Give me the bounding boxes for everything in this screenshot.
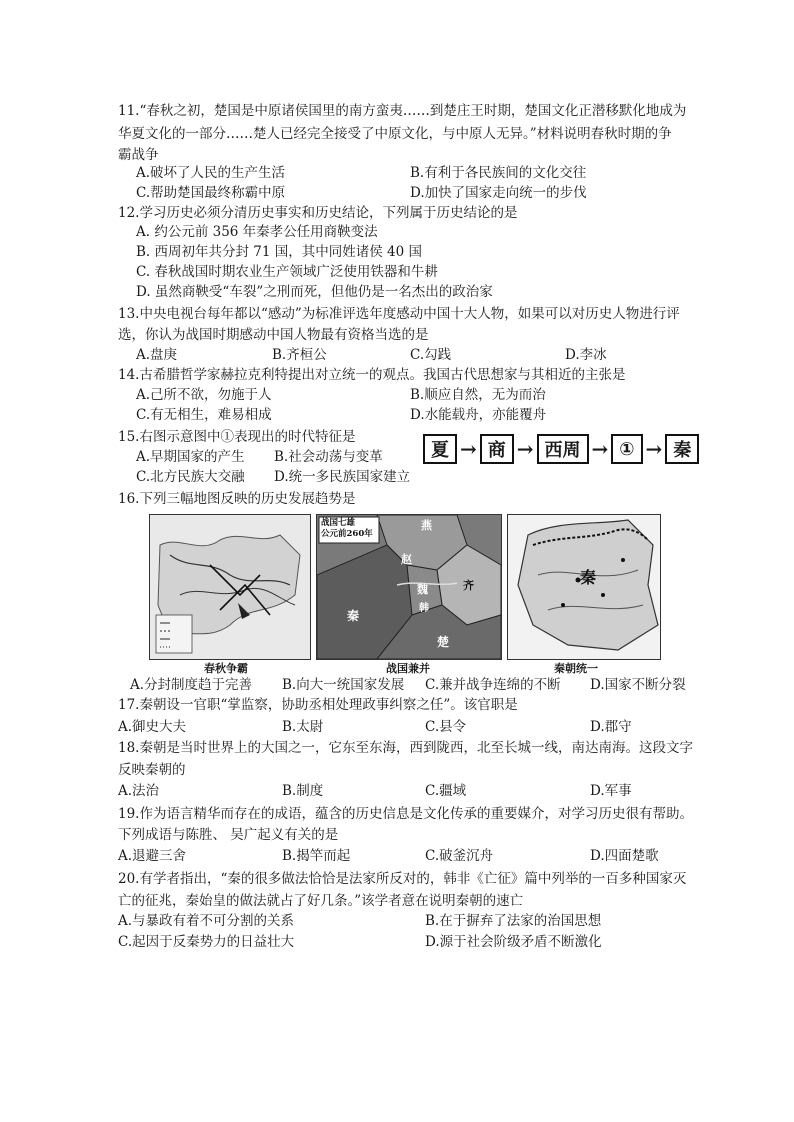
q19-stem-line1: 19.作为语言精华而存在的成语，蕴含的历史信息是文化传承的重要媒介，对学习历史很有帮助。 — [118, 806, 693, 822]
q11-stem-line3: 霸战争 — [118, 147, 159, 163]
q19-option-d[interactable]: D.四面楚歌 — [590, 848, 659, 864]
map-label-qin-empire: 秦 — [580, 568, 597, 587]
flow-box-western-zhou: 西周 — [537, 434, 589, 464]
map-label-zhao: 赵 — [401, 553, 412, 566]
q18-option-b[interactable]: B.制度 — [282, 783, 324, 799]
q20-option-b[interactable]: B.在于摒弃了法家的治国思想 — [425, 913, 602, 929]
q18-stem-line1: 18.秦朝是当时世界上的大国之一，它东至东海，西到陇西，北至长城一线，南达南海。这段文字 — [118, 740, 693, 756]
q20-option-a[interactable]: A.与暴政有着不可分割的关系 — [118, 913, 295, 929]
q16-option-b[interactable]: B.向大一统国家发展 — [282, 677, 405, 693]
right-arrow-icon: → — [645, 437, 663, 461]
q16-option-c[interactable]: C.兼并战争连绵的不断 — [425, 677, 561, 693]
map-spring-autumn — [149, 514, 311, 660]
q13-option-d[interactable]: D.李冰 — [565, 347, 607, 363]
q13-stem-line2: 选，你认为战国时期感动中国人物最有资格当选的是 — [118, 327, 429, 343]
flow-box-circled-one: ① — [611, 434, 642, 464]
q14-option-d[interactable]: D.水能载舟，亦能覆舟 — [410, 407, 547, 423]
right-arrow-icon: → — [460, 437, 477, 461]
q11-option-c[interactable]: C.帮助楚国最终称霸中原 — [136, 185, 286, 201]
q11-stem-line1: 11.“春秋之初，楚国是中原诸侯国里的南方蛮夷……到楚庄王时期，楚国文化正潜移默化地成为 — [118, 103, 687, 119]
q17-option-d[interactable]: D.郡守 — [590, 719, 632, 735]
q17-option-a[interactable]: A.御史大夫 — [118, 719, 187, 735]
flow-box-xia: 夏 — [423, 434, 457, 464]
q19-option-b[interactable]: B.揭竿而起 — [282, 848, 351, 864]
q15-stem: 15.右图示意图中①表现出的时代特征是 — [118, 429, 356, 445]
flow-box-shang: 商 — [480, 434, 514, 464]
q12-option-c[interactable]: C. 春秋战国时期农业生产领域广泛使用铁器和牛耕 — [136, 264, 438, 280]
right-arrow-icon: → — [516, 437, 534, 461]
q17-option-c[interactable]: C.县令 — [425, 719, 467, 735]
map-label-chu: 楚 — [437, 635, 450, 649]
q18-option-a[interactable]: A.法治 — [118, 783, 160, 799]
map-caption-spring-autumn: 春秋争霸 — [204, 662, 248, 675]
q11-option-b[interactable]: B.有利于各民族间的文化交往 — [410, 165, 587, 181]
q15-option-d[interactable]: D.统一多民族国家建立 — [274, 469, 411, 485]
q14-option-c[interactable]: C.有无相生，难易相成 — [136, 407, 272, 423]
q17-option-b[interactable]: B.太尉 — [282, 719, 324, 735]
map-spring-autumn-graphic — [150, 515, 310, 659]
map-qin-unification — [507, 514, 661, 660]
map-label-yan: 燕 — [421, 519, 432, 532]
q14-stem: 14.古希腊哲学家赫拉克利特提出对立统一的观点。我国古代思想家与其相近的主张是 — [118, 367, 626, 383]
q20-stem-line2: 亡的征兆，秦始皇的做法就占了好几条。”该学者意在说明秦朝的速亡 — [118, 893, 524, 909]
map-label-wei: 魏 — [417, 583, 428, 596]
q11-stem-line2: 华夏文化的一部分……楚人已经完全接受了中原文化，与中原人无异。”材料说明春秋时期的争 — [118, 126, 672, 142]
flow-box-qin: 秦 — [665, 434, 699, 464]
map-caption-warring-states: 战国兼并 — [386, 662, 430, 675]
q19-option-c[interactable]: C.破釜沉舟 — [425, 848, 494, 864]
q16-stem: 16.下列三幅地图反映的历史发展趋势是 — [118, 491, 356, 507]
map-label-qi: 齐 — [463, 579, 474, 592]
q16-option-d[interactable]: D.国家不断分裂 — [590, 677, 686, 693]
map-label-qin: 秦 — [347, 609, 360, 623]
map-caption-qin: 秦朝统一 — [554, 662, 598, 675]
map-label-han: 韩 — [419, 603, 429, 614]
q18-stem-line2: 反映秦朝的 — [118, 762, 186, 778]
right-arrow-icon: → — [591, 437, 609, 461]
q20-stem-line1: 20.有学者指出，“秦的很多做法恰恰是法家所反对的，韩非《亡征》篇中列举的一百多种国家灭 — [118, 871, 687, 887]
q12-option-a[interactable]: A. 约公元前 356 年秦孝公任用商鞅变法 — [136, 224, 378, 240]
q16-option-a[interactable]: A.分封制度趋于完善 — [130, 677, 253, 693]
q13-stem-line1: 13.中央电视台每年都以“感动”为标准评选年度感动中国十大人物，如果可以对历史人物进行评 — [118, 306, 680, 322]
map-warring-states-label: 战国七雄 公元前260年 — [321, 518, 373, 539]
q15-option-a[interactable]: A.早期国家的产生 — [136, 449, 245, 465]
q15-option-c[interactable]: C.北方民族大交融 — [136, 469, 245, 485]
q14-option-b[interactable]: B.顺应自然，无为而治 — [410, 387, 546, 403]
q19-stem-line2: 下列成语与陈胜、 吴广起义有关的是 — [118, 827, 339, 843]
q11-option-a[interactable]: A.破坏了人民的生产生活 — [136, 165, 286, 181]
q18-option-d[interactable]: D.军事 — [590, 783, 632, 799]
q14-option-a[interactable]: A.己所不欲，勿施于人 — [136, 387, 272, 403]
q12-stem: 12.学习历史必须分清历史事实和历史结论，下列属于历史结论的是 — [118, 205, 518, 221]
q13-option-a[interactable]: A.盘庚 — [136, 347, 178, 363]
dynasty-flow-diagram — [423, 432, 699, 466]
q13-option-c[interactable]: C.勾践 — [410, 347, 452, 363]
q13-option-b[interactable]: B.齐桓公 — [272, 347, 327, 363]
map-warring-states — [316, 514, 502, 660]
q17-stem: 17.秦朝设一官职“掌监察，协助丞相处理政事纠察之任”。该官职是 — [118, 697, 518, 713]
q18-option-c[interactable]: C.疆域 — [425, 783, 467, 799]
q12-option-b[interactable]: B. 西周初年共分封 71 国，其中同姓诸侯 40 国 — [136, 244, 423, 260]
q11-option-d[interactable]: D.加快了国家走向统一的步伐 — [410, 185, 587, 201]
q15-option-b[interactable]: B.社会动荡与变革 — [274, 449, 383, 465]
q20-option-d[interactable]: D.源于社会阶级矛盾不断激化 — [425, 934, 602, 950]
q12-option-d[interactable]: D. 虽然商鞅受“车裂”之刑而死，但他仍是一名杰出的政治家 — [136, 284, 493, 300]
q19-option-a[interactable]: A.退避三舍 — [118, 848, 187, 864]
q20-option-c[interactable]: C.起因于反秦势力的日益壮大 — [118, 934, 295, 950]
